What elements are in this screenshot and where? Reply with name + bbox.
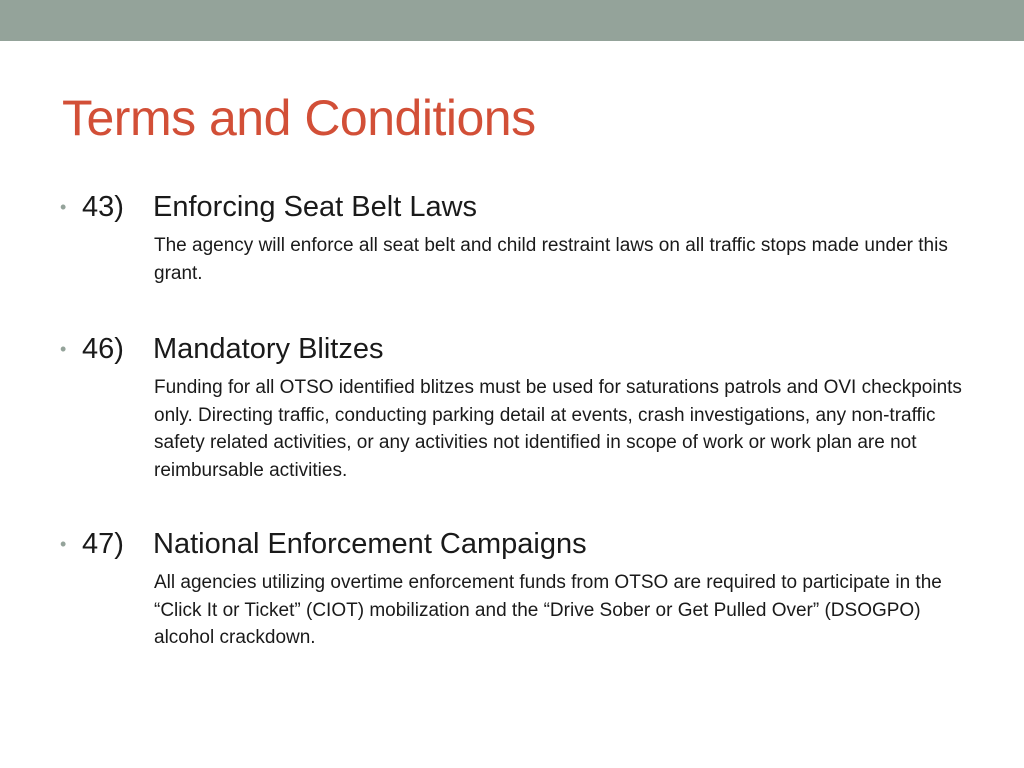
bullet-icon: •	[60, 339, 67, 359]
item-description: All agencies utilizing overtime enforcement funds from OTSO are required to participate in the “Click It or Ticket” (CIOT) mobilization and the “Drive Sober or Get Pulled Over” (DSOGPO) alcohol crackdown.	[154, 572, 942, 648]
item-number: 43)	[82, 191, 124, 223]
bullet-icon: •	[60, 197, 67, 217]
slide-title: Terms and Conditions	[62, 90, 536, 146]
list-item-mandatory-blitzes	[60, 329, 970, 484]
top-accent-bar	[0, 0, 1024, 41]
item-description: The agency will enforce all seat belt and child restraint laws on all traffic stops made under this grant.	[154, 235, 948, 284]
item-heading-row	[60, 329, 970, 369]
list-item-national-enforcement-campaigns	[60, 524, 970, 652]
list-item-seat-belt-laws	[60, 187, 970, 287]
item-heading: Mandatory Blitzes	[153, 333, 384, 365]
item-number: 47)	[82, 528, 124, 560]
item-heading: National Enforcement Campaigns	[153, 528, 587, 560]
item-description: Funding for all OTSO identified blitzes must be used for saturations patrols and OVI checkpoints only. Directing traffic, conducting parking detail at events, crash investigations, any non-traffic safety related activities, or any activities not identified in scope of work or work plan are not reimbursable activities.	[154, 377, 962, 481]
bullet-icon: •	[60, 534, 67, 554]
item-heading: Enforcing Seat Belt Laws	[153, 191, 478, 223]
item-heading-row	[60, 187, 970, 227]
item-number: 46)	[82, 333, 124, 365]
item-heading-row	[60, 524, 970, 564]
